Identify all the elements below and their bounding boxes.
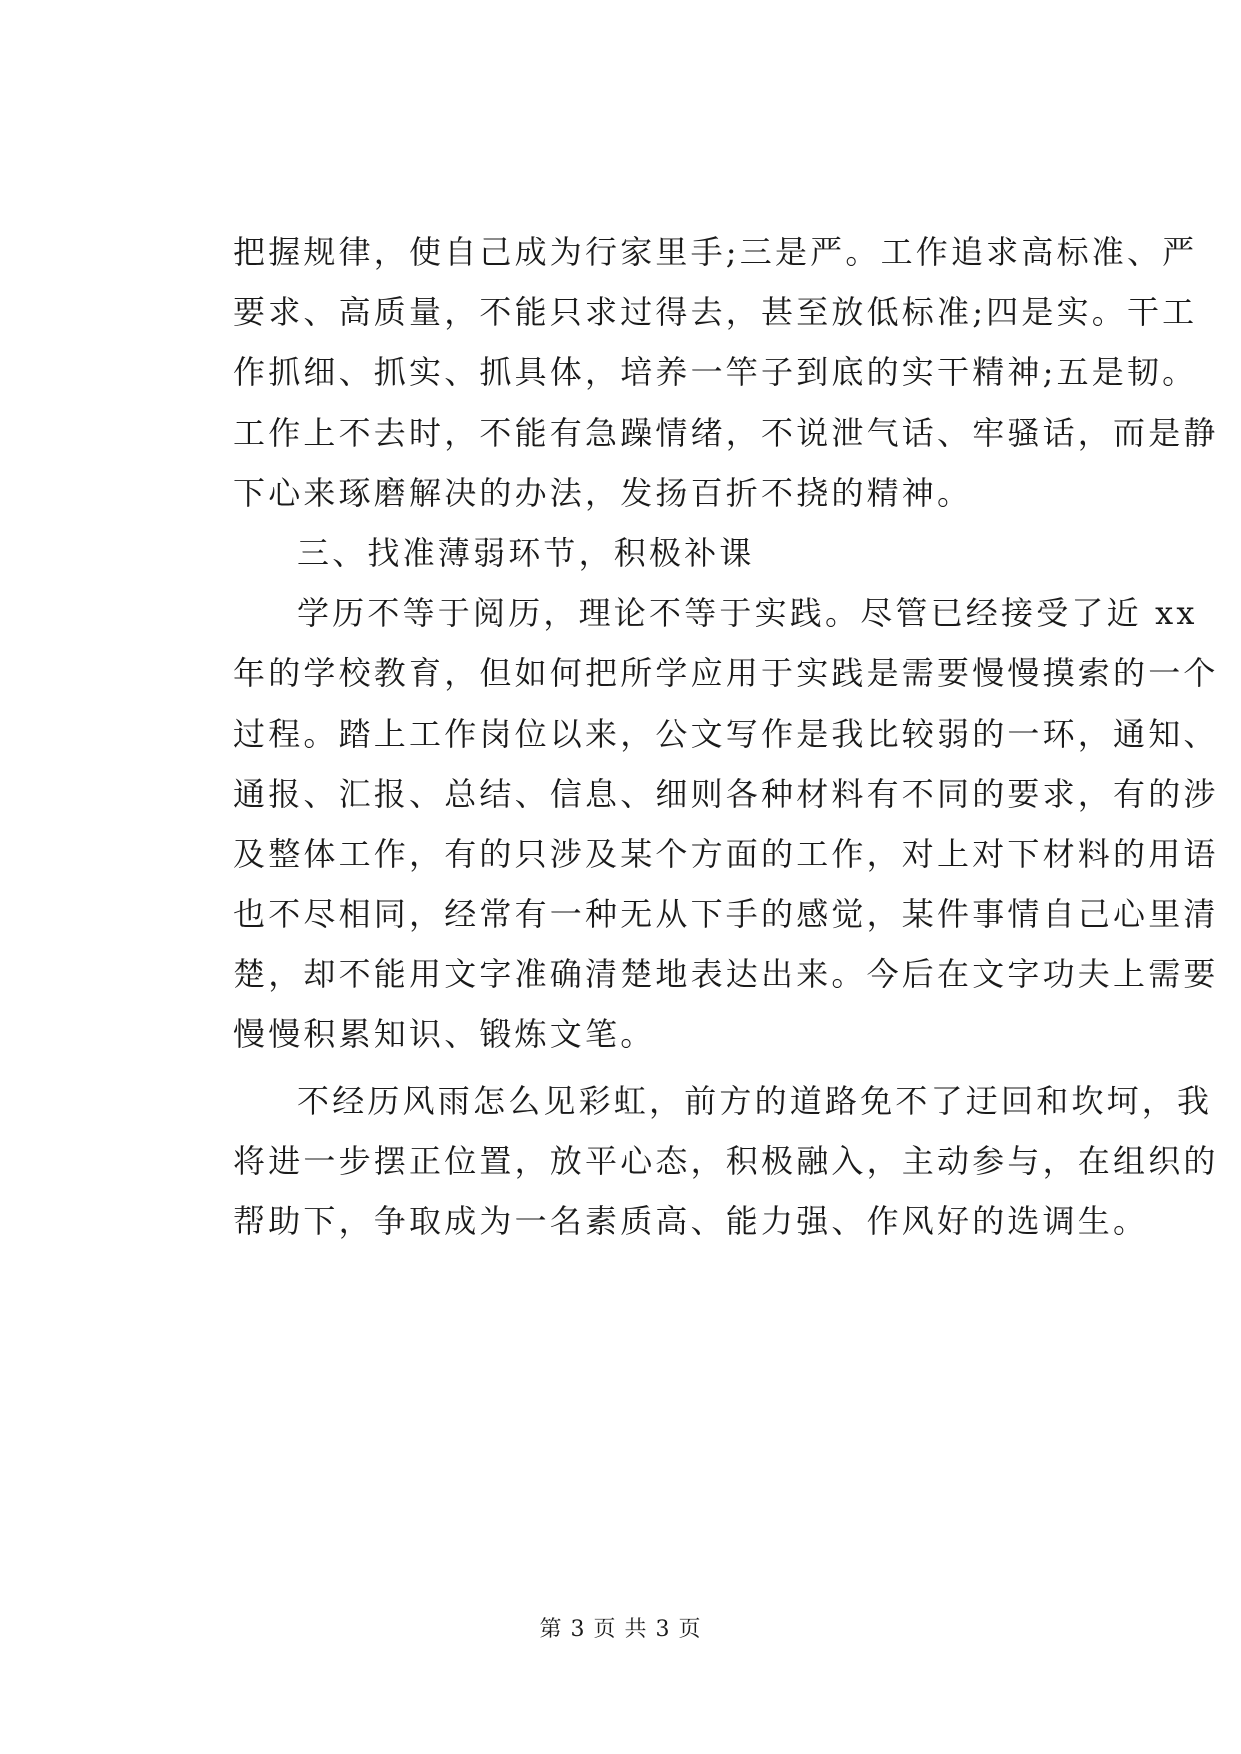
paragraph-study <box>233 583 1219 1065</box>
text-line: 年的学校教育，但如何把所学应用于实践是需要慢慢摸索的一个 <box>233 654 1219 693</box>
text-line: 不经历风雨怎么见彩虹，前方的道路免不了迂回和坎坷，我 <box>297 1081 1213 1120</box>
text-line: 学历不等于阅历，理论不等于实践。尽管已经接受了近 xx <box>297 594 1198 633</box>
text-line: 通报、汇报、总结、信息、细则各种材料有不同的要求，有的涉 <box>233 774 1219 813</box>
paragraph-closing <box>233 1071 1219 1252</box>
text-line: 慢慢积累知识、锻炼文笔。 <box>233 1015 656 1054</box>
text-line: 把握规律，使自己成为行家里手;三是严。工作追求高标准、严 <box>233 233 1198 271</box>
text-line: 楚，却不能用文字准确清楚地表达出来。今后在文字功夫上需要 <box>233 955 1219 994</box>
section-heading <box>233 523 1093 583</box>
text-line: 及整体工作，有的只涉及某个方面的工作，对上对下材料的用语 <box>233 834 1219 873</box>
text-line: 工作上不去时，不能有急躁情绪，不说泄气话、牢骚话，而是静 <box>233 413 1219 452</box>
heading-line: 三、找准薄弱环节，积极补课 <box>297 533 755 572</box>
paragraph-continuation <box>233 222 1219 523</box>
text-line: 作抓细、抓实、抓具体，培养一竿子到底的实干精神;五是韧。 <box>233 353 1198 392</box>
text-line: 也不尽相同，经常有一种无从下手的感觉，某件事情自己心里清 <box>233 895 1219 934</box>
text-line: 将进一步摆正位置，放平心态，积极融入，主动参与，在组织的 <box>233 1141 1219 1180</box>
text-line: 帮助下，争取成为一名素质高、能力强、作风好的选调生。 <box>233 1202 1149 1240</box>
text-line: 要求、高质量，不能只求过得去，甚至放低标准;四是实。干工 <box>233 293 1198 332</box>
text-line: 过程。踏上工作岗位以来，公文写作是我比较弱的一环，通知、 <box>233 714 1219 753</box>
page-number-footer: 第 3 页 共 3 页 <box>539 1617 702 1642</box>
document-body <box>233 222 1219 1251</box>
text-line: 下心来琢磨解决的办法，发扬百折不挠的精神。 <box>233 473 973 512</box>
